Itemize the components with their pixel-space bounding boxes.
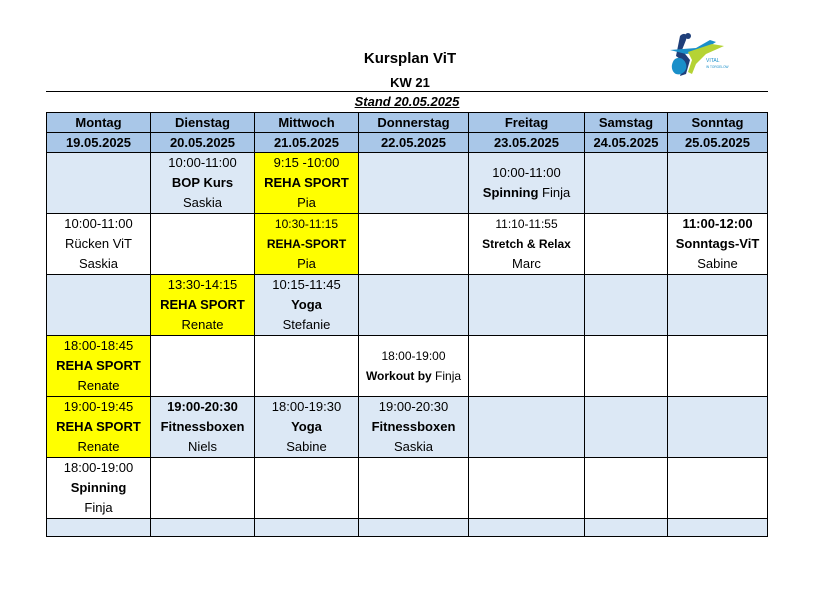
course-time bbox=[469, 163, 584, 183]
empty-cell bbox=[668, 458, 768, 519]
course-text: 18:00-18:45 bbox=[63, 338, 134, 353]
course-text: Renate bbox=[77, 378, 120, 393]
title-divider bbox=[46, 91, 768, 92]
course-time bbox=[359, 397, 468, 417]
course-trainer bbox=[359, 437, 468, 457]
course-cell bbox=[255, 153, 359, 214]
date-header: 19.05.2025 bbox=[47, 133, 151, 153]
course-name bbox=[469, 183, 584, 203]
course-text: BOP Kurs bbox=[171, 175, 234, 190]
course-trainer bbox=[47, 376, 150, 396]
empty-cell bbox=[469, 519, 585, 537]
course-time bbox=[151, 397, 254, 417]
course-text: Finja bbox=[84, 500, 113, 515]
course-text: Yoga bbox=[291, 297, 322, 312]
empty-cell bbox=[255, 336, 359, 397]
course-time bbox=[359, 346, 468, 366]
course-text: Sonntags-ViT bbox=[675, 236, 760, 251]
date-header: 24.05.2025 bbox=[585, 133, 668, 153]
course-text: 13:30-14:15 bbox=[167, 277, 238, 292]
empty-cell bbox=[585, 458, 668, 519]
course-text: Sabine bbox=[697, 256, 738, 271]
course-trainer bbox=[47, 498, 150, 518]
empty-footer-row bbox=[47, 519, 768, 537]
course-text: Renate bbox=[181, 317, 224, 332]
course-text: Fitnessboxen bbox=[371, 419, 456, 434]
week-label: KW 21 bbox=[390, 75, 430, 90]
course-trainer bbox=[151, 437, 254, 457]
course-time bbox=[255, 397, 358, 417]
course-name bbox=[151, 417, 254, 437]
course-name bbox=[47, 478, 150, 498]
empty-cell bbox=[668, 519, 768, 537]
course-text: Niels bbox=[188, 439, 217, 454]
course-text: Renate bbox=[77, 439, 120, 454]
course-cell bbox=[47, 397, 151, 458]
day-header-montag: Montag bbox=[47, 113, 151, 133]
schedule-row bbox=[47, 397, 768, 458]
course-time bbox=[151, 153, 254, 173]
course-text: Stretch & Relax bbox=[482, 237, 571, 251]
course-trainer bbox=[151, 315, 254, 335]
course-text: 19:00-19:45 bbox=[63, 399, 134, 414]
empty-cell bbox=[469, 397, 585, 458]
empty-cell bbox=[359, 458, 469, 519]
empty-cell bbox=[668, 336, 768, 397]
empty-cell bbox=[585, 336, 668, 397]
course-name bbox=[47, 417, 150, 437]
course-cell bbox=[668, 214, 768, 275]
course-text: Fitnessboxen bbox=[160, 419, 245, 434]
day-header-samstag: Samstag bbox=[585, 113, 668, 133]
course-trainer bbox=[668, 254, 767, 274]
day-header-sonntag: Sonntag bbox=[668, 113, 768, 133]
course-text: Yoga bbox=[291, 419, 322, 434]
course-text: Sabine bbox=[286, 439, 327, 454]
course-text: Workout by bbox=[365, 369, 432, 383]
course-text: REHA SPORT bbox=[160, 297, 245, 312]
course-name bbox=[255, 173, 358, 193]
course-text: 10:00-11:00 bbox=[168, 155, 237, 170]
course-name bbox=[255, 234, 358, 254]
course-text: Saskia bbox=[78, 256, 119, 271]
course-cell bbox=[47, 214, 151, 275]
course-text: Stefanie bbox=[282, 317, 331, 332]
empty-cell bbox=[585, 519, 668, 537]
course-text: 9:15 -10:00 bbox=[273, 155, 340, 170]
course-cell bbox=[47, 336, 151, 397]
course-trainer bbox=[151, 193, 254, 213]
empty-cell bbox=[359, 153, 469, 214]
schedule-table bbox=[46, 112, 768, 537]
empty-cell bbox=[359, 519, 469, 537]
course-text: 10:00-11:00 bbox=[64, 216, 133, 231]
course-cell bbox=[151, 153, 255, 214]
empty-cell bbox=[47, 519, 151, 537]
course-text: 18:00-19:30 bbox=[271, 399, 342, 414]
date-header: 22.05.2025 bbox=[359, 133, 469, 153]
course-trainer bbox=[47, 437, 150, 457]
course-time bbox=[47, 397, 150, 417]
page-title: Kursplan ViT bbox=[363, 50, 457, 67]
empty-cell bbox=[359, 214, 469, 275]
schedule-row bbox=[47, 275, 768, 336]
empty-cell bbox=[151, 214, 255, 275]
course-time bbox=[47, 458, 150, 478]
course-time bbox=[255, 214, 358, 234]
date-header: 20.05.2025 bbox=[151, 133, 255, 153]
day-header-donnerstag: Donnerstag bbox=[359, 113, 469, 133]
course-trainer bbox=[255, 193, 358, 213]
course-time bbox=[151, 275, 254, 295]
course-text: 19:00-20:30 bbox=[167, 399, 238, 414]
schedule-row bbox=[47, 336, 768, 397]
course-time bbox=[47, 336, 150, 356]
empty-cell bbox=[255, 458, 359, 519]
course-cell bbox=[47, 458, 151, 519]
course-name bbox=[255, 295, 358, 315]
course-trainer bbox=[469, 254, 584, 274]
empty-cell bbox=[469, 336, 585, 397]
empty-cell bbox=[151, 336, 255, 397]
course-text: Pia bbox=[297, 256, 316, 271]
course-name bbox=[151, 173, 254, 193]
course-text: 10:15-11:45 bbox=[272, 277, 341, 292]
course-name bbox=[47, 234, 150, 254]
course-name bbox=[469, 234, 584, 254]
empty-cell bbox=[585, 214, 668, 275]
course-time bbox=[668, 214, 767, 234]
course-text: Saskia bbox=[182, 195, 223, 210]
course-text: REHA SPORT bbox=[56, 419, 141, 434]
course-text: 19:00-20:30 bbox=[378, 399, 449, 414]
schedule-row bbox=[47, 214, 768, 275]
course-name bbox=[255, 417, 358, 437]
course-text: Saskia bbox=[393, 439, 434, 454]
day-header-row bbox=[47, 113, 768, 133]
day-header-freitag: Freitag bbox=[469, 113, 585, 133]
course-cell bbox=[151, 397, 255, 458]
empty-cell bbox=[469, 458, 585, 519]
empty-cell bbox=[255, 519, 359, 537]
course-text: 18:00-19:00 bbox=[63, 460, 134, 475]
course-text: REHA SPORT bbox=[56, 358, 141, 373]
course-cell bbox=[469, 153, 585, 214]
course-text: 18:00-19:00 bbox=[381, 349, 446, 363]
course-text: REHA SPORT bbox=[264, 175, 349, 190]
course-text: Pia bbox=[297, 195, 316, 210]
logo-text-1: VITAL bbox=[706, 58, 720, 64]
empty-cell bbox=[585, 397, 668, 458]
course-trainer: Finja bbox=[538, 185, 571, 200]
course-text: Spinning bbox=[482, 185, 539, 200]
course-text: 11:10-11:55 bbox=[495, 217, 558, 231]
course-name bbox=[47, 356, 150, 376]
course-name bbox=[668, 234, 767, 254]
empty-cell bbox=[151, 458, 255, 519]
date-header: 23.05.2025 bbox=[469, 133, 585, 153]
course-name bbox=[359, 417, 468, 437]
empty-cell bbox=[585, 153, 668, 214]
course-text: 11:00-12:00 bbox=[682, 216, 753, 231]
course-time bbox=[255, 275, 358, 295]
course-trainer bbox=[255, 315, 358, 335]
course-time bbox=[47, 214, 150, 234]
course-cell bbox=[255, 275, 359, 336]
empty-cell bbox=[47, 153, 151, 214]
empty-cell bbox=[469, 275, 585, 336]
course-text: REHA-SPORT bbox=[266, 237, 347, 251]
course-text: 10:00-11:00 bbox=[492, 165, 561, 180]
empty-cell bbox=[359, 275, 469, 336]
schedule-row bbox=[47, 458, 768, 519]
date-header: 21.05.2025 bbox=[255, 133, 359, 153]
course-cell bbox=[359, 397, 469, 458]
schedule-row bbox=[47, 153, 768, 214]
course-text: Marc bbox=[512, 256, 541, 271]
course-name bbox=[151, 295, 254, 315]
course-trainer bbox=[255, 254, 358, 274]
course-text: Spinning bbox=[70, 480, 127, 495]
course-name bbox=[359, 366, 468, 386]
logo-text-2: IN TORGELOW bbox=[706, 65, 729, 69]
course-cell bbox=[469, 214, 585, 275]
stand-date: Stand 20.05.2025 bbox=[354, 94, 460, 109]
empty-cell bbox=[668, 275, 768, 336]
course-time bbox=[469, 214, 584, 234]
date-header-row bbox=[47, 133, 768, 153]
empty-cell bbox=[668, 153, 768, 214]
day-header-dienstag: Dienstag bbox=[151, 113, 255, 133]
course-trainer bbox=[255, 437, 358, 457]
course-cell bbox=[359, 336, 469, 397]
course-text: Rücken ViT bbox=[65, 236, 132, 251]
course-trainer: Finja bbox=[431, 369, 462, 383]
course-cell bbox=[255, 214, 359, 275]
day-header-mittwoch: Mittwoch bbox=[255, 113, 359, 133]
empty-cell bbox=[585, 275, 668, 336]
course-cell bbox=[255, 397, 359, 458]
empty-cell bbox=[668, 397, 768, 458]
course-trainer bbox=[47, 254, 150, 274]
course-cell bbox=[151, 275, 255, 336]
vit-logo bbox=[666, 30, 742, 82]
empty-cell bbox=[151, 519, 255, 537]
course-time bbox=[255, 153, 358, 173]
empty-cell bbox=[47, 275, 151, 336]
course-text: 10:30-11:15 bbox=[274, 217, 339, 231]
date-header: 25.05.2025 bbox=[668, 133, 768, 153]
